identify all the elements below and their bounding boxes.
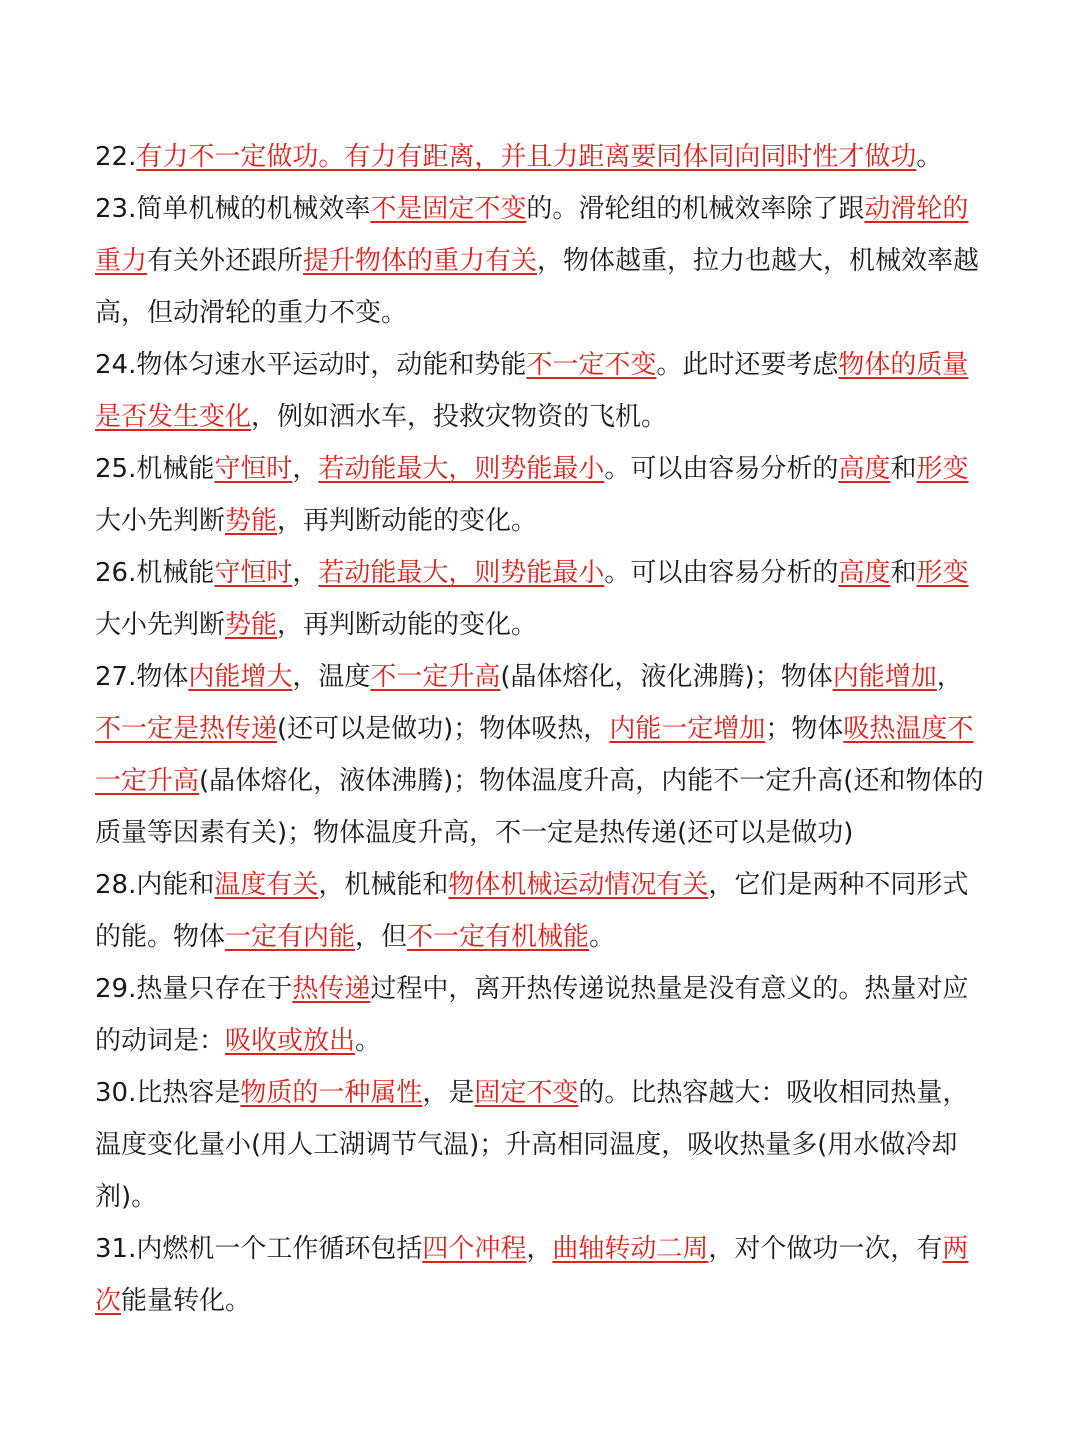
highlighted-phrase: 守恒时 xyxy=(214,558,293,588)
highlighted-phrase: 内能一定增加 xyxy=(609,714,766,744)
note-text: 。此时还要考虑 xyxy=(656,350,839,380)
note-text: ，再判断动能的变化。 xyxy=(277,506,538,536)
note-text: 能量转化。 xyxy=(121,1286,252,1316)
highlighted-phrase: 不一定是热传递 xyxy=(95,714,278,744)
note-text: 大小先判断 xyxy=(95,506,226,536)
highlighted-phrase: 不一定有机械能 xyxy=(407,922,590,952)
highlighted-phrase: 两次 xyxy=(95,1234,969,1316)
note-text: 25.机械能 xyxy=(95,454,215,484)
note-text: 的。比热容越大：吸收相同热量，温度变化量小(用人工湖调节气温)；升高相同温度，吸收热量多(用水做冷却剂)。 xyxy=(95,1078,969,1212)
note-text: ，机械能和 xyxy=(318,870,449,900)
note-text: 和 xyxy=(890,454,917,484)
note-text: 26.机械能 xyxy=(95,558,215,588)
note-text: ， xyxy=(292,454,319,484)
highlighted-phrase: 势能 xyxy=(225,506,278,536)
note-text: 。 xyxy=(916,142,943,172)
highlighted-phrase: 不一定升高 xyxy=(370,662,501,692)
note-text: 24.物体匀速水平运动时，动能和势能 xyxy=(95,350,527,380)
highlighted-phrase: 形变 xyxy=(916,454,969,484)
highlighted-phrase: 不是固定不变 xyxy=(370,194,527,224)
note-text: 。可以由容易分析的 xyxy=(604,558,839,588)
note-item xyxy=(95,443,985,547)
highlighted-phrase: 有力不一定做功。有力有距离，并且力距离要同体同向同时性才做功 xyxy=(136,142,917,172)
note-text: ，物体越重，拉力也越大，机械效率越高，但动滑轮的重力不变。 xyxy=(95,246,980,328)
highlighted-phrase: 势能 xyxy=(225,610,278,640)
highlighted-phrase: 物体机械运动情况有关 xyxy=(448,870,709,900)
highlighted-phrase: 若动能最大，则势能最小 xyxy=(318,558,605,588)
note-text: 23.简单机械的机械效率 xyxy=(95,194,371,224)
note-item xyxy=(95,1067,985,1223)
note-item xyxy=(95,547,985,651)
note-item xyxy=(95,1223,985,1327)
note-text: 。 xyxy=(589,922,616,952)
note-text: ， xyxy=(936,662,963,692)
highlighted-phrase: 动滑轮的重力 xyxy=(95,194,969,276)
note-text: ；物体 xyxy=(765,714,844,744)
note-item xyxy=(95,651,985,859)
note-text: 和 xyxy=(890,558,917,588)
highlighted-phrase: 吸收或放出 xyxy=(225,1026,356,1056)
note-text: ， xyxy=(526,1234,553,1264)
highlighted-phrase: 高度 xyxy=(838,454,891,484)
note-item xyxy=(95,131,985,183)
note-text: (晶体熔化，液化沸腾)；物体 xyxy=(500,662,833,692)
highlighted-phrase: 热传递 xyxy=(292,974,371,1004)
note-text: ，再判断动能的变化。 xyxy=(277,610,538,640)
note-text: 有关外还跟所 xyxy=(147,246,304,276)
highlighted-phrase: 形变 xyxy=(916,558,969,588)
note-text: ，对个做功一次，有 xyxy=(708,1234,943,1264)
note-text: ，例如洒水车，投救灾物资的飞机。 xyxy=(251,402,668,432)
note-text: ，它们是两种不同形式的能。物体 xyxy=(95,870,969,952)
highlighted-phrase: 内能增大 xyxy=(188,662,293,692)
highlighted-phrase: 一定有内能 xyxy=(225,922,356,952)
note-text: (还可以是做功)；物体吸热， xyxy=(277,714,610,744)
highlighted-phrase: 四个冲程 xyxy=(422,1234,527,1264)
note-item xyxy=(95,963,985,1067)
note-text: 28.内能和 xyxy=(95,870,215,900)
note-text: 27.物体 xyxy=(95,662,189,692)
note-text: 。可以由容易分析的 xyxy=(604,454,839,484)
highlighted-phrase: 曲轴转动二周 xyxy=(552,1234,709,1264)
note-item xyxy=(95,339,985,443)
note-text: 31.内燃机一个工作循环包括 xyxy=(95,1234,423,1264)
note-text: ，是 xyxy=(422,1078,475,1108)
highlighted-phrase: 若动能最大，则势能最小 xyxy=(318,454,605,484)
highlighted-phrase: 不一定不变 xyxy=(526,350,657,380)
note-text: 过程中，离开热传递说热量是没有意义的。热量对应的动词是： xyxy=(95,974,969,1056)
highlighted-phrase: 守恒时 xyxy=(214,454,293,484)
note-text: ，但 xyxy=(355,922,408,952)
note-text: (晶体熔化，液体沸腾)；物体温度升高，内能不一定升高(还和物体的质量等因素有关)；物体温度升高，不一定是热传递(还可以是做功) xyxy=(95,766,984,848)
highlighted-phrase: 固定不变 xyxy=(474,1078,579,1108)
note-text: 22. xyxy=(95,142,137,172)
note-text: 。 xyxy=(355,1026,382,1056)
notes-document xyxy=(95,131,985,1327)
note-item xyxy=(95,859,985,963)
note-item xyxy=(95,183,985,339)
highlighted-phrase: 温度有关 xyxy=(214,870,319,900)
note-text: ， xyxy=(292,558,319,588)
highlighted-phrase: 提升物体的重力有关 xyxy=(303,246,538,276)
note-text: 29.热量只存在于 xyxy=(95,974,293,1004)
highlighted-phrase: 物体的质量是否发生变化 xyxy=(95,350,969,432)
highlighted-phrase: 吸热温度不一定升高 xyxy=(95,714,974,796)
note-text: 30.比热容是 xyxy=(95,1078,241,1108)
note-text: ，温度 xyxy=(292,662,371,692)
note-text: 的。滑轮组的机械效率除了跟 xyxy=(526,194,865,224)
highlighted-phrase: 内能增加 xyxy=(832,662,937,692)
highlighted-phrase: 高度 xyxy=(838,558,891,588)
note-text: 大小先判断 xyxy=(95,610,226,640)
highlighted-phrase: 物质的一种属性 xyxy=(240,1078,423,1108)
